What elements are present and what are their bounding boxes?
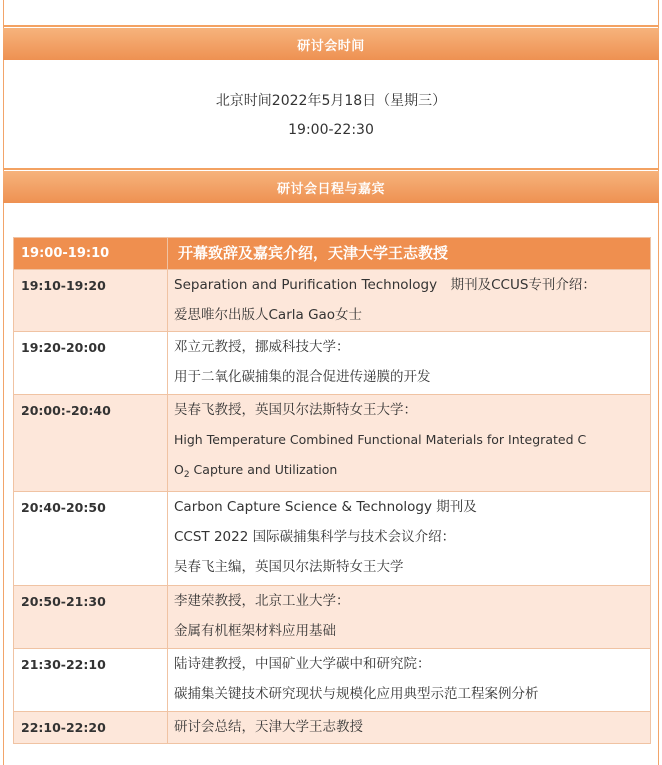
section-banner-agenda (3, 171, 659, 203)
agenda-time: 19:20-20:00 (14, 332, 168, 395)
agenda-header-row (14, 238, 651, 270)
agenda-time: 20:50-21:30 (14, 586, 168, 649)
topic-line: Carbon Capture Science & Technology 期刊及 (174, 499, 477, 515)
topic-line: 李建荣教授，北京工业大学： (174, 593, 350, 609)
agenda-time: 21:30-22:10 (14, 649, 168, 712)
table-row (14, 395, 651, 492)
table-row (14, 649, 651, 712)
table-row (14, 270, 651, 332)
agenda-topic (168, 332, 651, 395)
seminar-time-box (3, 60, 659, 171)
agenda-time: 22:10-22:20 (14, 712, 168, 744)
topic-line: 陆诗建教授，中国矿业大学碳中和研究院： (174, 656, 431, 672)
table-row (14, 492, 651, 586)
agenda-table (13, 237, 651, 744)
topic-line: 吴春飞教授，英国贝尔法斯特女王大学： (174, 402, 417, 418)
seminar-hours: 19:00-22:30 (288, 122, 374, 138)
formula-subscript: 2 (183, 470, 190, 480)
topic-line: 研讨会总结，天津大学王志教授 (174, 719, 363, 735)
agenda-time: 19:10-19:20 (14, 270, 168, 332)
section-title-agenda: 研讨会日程与嘉宾 (276, 181, 385, 197)
topic-line: CCST 2022 国际碳捕集科学与技术会议介绍： (174, 529, 456, 545)
agenda-time: 20:00:-20:40 (14, 395, 168, 492)
agenda-topic (168, 270, 651, 332)
agenda-topic: 开幕致辞及嘉宾介绍，天津大学王志教授 (168, 238, 651, 270)
topic-line: 邓立元教授，挪威科技大学： (174, 339, 350, 355)
agenda-topic (168, 712, 651, 744)
section-banner-time (3, 28, 659, 60)
agenda-topic (168, 586, 651, 649)
table-row (14, 712, 651, 744)
topic-line: 吴春飞主编，英国贝尔法斯特女王大学 (174, 559, 404, 575)
topic-line: High Temperature Combined Functional Materials for Integrated C (174, 432, 587, 447)
topic-line-rest: Capture and Utilization (189, 462, 338, 477)
agenda-time: 19:00-19:10 (14, 238, 168, 270)
topic-line: 金属有机框架材料应用基础 (174, 623, 336, 639)
seminar-date: 北京时间2022年5月18日（星期三） (215, 93, 447, 109)
topic-line (174, 455, 644, 485)
topic-line: Separation and Purification Technology 期刊及CCUS专刊介绍： (174, 277, 596, 293)
topic-line: 爱思唯尔出版人Carla Gao女士 (174, 307, 363, 323)
formula-text: O (174, 462, 184, 477)
table-row (14, 332, 651, 395)
table-row (14, 586, 651, 649)
agenda-topic (168, 395, 651, 492)
agenda-topic (168, 649, 651, 712)
topic-line: 用于二氧化碳捕集的混合促进传递膜的开发 (174, 369, 431, 385)
topic-line: 碳捕集关键技术研究现状与规模化应用典型示范工程案例分析 (174, 686, 539, 702)
agenda-topic (168, 492, 651, 586)
agenda-time: 20:40-20:50 (14, 492, 168, 586)
section-title-time: 研讨会时间 (297, 38, 365, 54)
